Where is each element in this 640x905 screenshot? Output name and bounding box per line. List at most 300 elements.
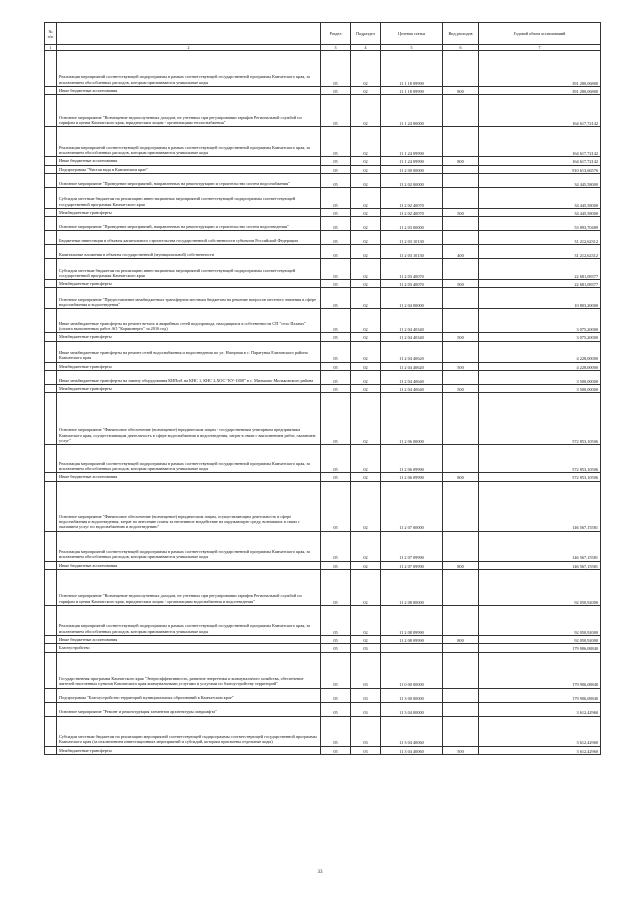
- expense-type-cell: 500: [443, 385, 479, 393]
- expense-type-cell: [443, 481, 479, 531]
- table-row: [45, 208, 601, 216]
- razdel-cell: 05: [321, 393, 351, 445]
- podrazdel-cell: 02: [351, 231, 381, 245]
- name-cell: Иные бюджетные ассигнования: [57, 87, 321, 95]
- target-article-cell: 11 1 24 09990: [381, 157, 443, 165]
- num-cell: [45, 445, 57, 473]
- target-article-cell: 11 2 04 40640: [381, 371, 443, 385]
- num-cell: [45, 702, 57, 716]
- expense-type-cell: [443, 231, 479, 245]
- podrazdel-cell: 03: [351, 716, 381, 746]
- volume-cell: 572 853,10506: [479, 473, 601, 481]
- expense-type-cell: [443, 173, 479, 187]
- header-annual-volume: Годовой объем ассигнований: [479, 23, 601, 45]
- budget-table: [44, 22, 601, 755]
- expense-type-cell: [443, 371, 479, 385]
- razdel-cell: 05: [321, 127, 351, 157]
- expense-type-cell: [443, 288, 479, 309]
- target-article-cell: 11 2 00 00000: [381, 165, 443, 173]
- podrazdel-cell: 02: [351, 165, 381, 173]
- razdel-cell: 05: [321, 473, 351, 481]
- target-article-cell: 11 3 00 00000: [381, 688, 443, 702]
- target-article-cell: 11 2 02 00000: [381, 173, 443, 187]
- razdel-cell: 05: [321, 259, 351, 280]
- name-cell: Основное мероприятие "Финансовое обеспечение (возмещение) юридическим лицам, осуществляющим деятельность в сфере водоснабжения и водоотведения, затрат по внесению платы за негативное воздействие на окружающую среду, возникших в связи с оказанием услуг по водоснабжению и водоотведению": [57, 481, 321, 531]
- table-row: [45, 385, 601, 393]
- target-article-cell: 11 2 08 09990: [381, 605, 443, 635]
- name-cell: Субсидии местным бюджетам на реализацию мероприятий соответствующей подпрограммы соответствующей государственной программы Камчатского края (за исключением инвестиционных мероприятий и субсидий, которым присвоены отдельные коды): [57, 716, 321, 746]
- target-article-cell: 11 2 06 09990: [381, 445, 443, 473]
- table-row: [45, 341, 601, 362]
- num-cell: [45, 245, 57, 259]
- expense-type-cell: 500: [443, 362, 479, 370]
- podrazdel-cell: 03: [351, 652, 381, 688]
- table-row: [45, 644, 601, 652]
- name-cell: Иные бюджетные ассигнования: [57, 157, 321, 165]
- razdel-cell: 05: [321, 445, 351, 473]
- podrazdel-cell: 02: [351, 371, 381, 385]
- expense-type-cell: 400: [443, 245, 479, 259]
- podrazdel-cell: 02: [351, 245, 381, 259]
- podrazdel-cell: 02: [351, 259, 381, 280]
- num-cell: [45, 652, 57, 688]
- table-body: [45, 51, 601, 755]
- name-cell: Основное мероприятие "Предоставление межбюджетных трансфертов местным бюджетам на решение вопросов местного значения в сфере водоснабжения и водоотведения": [57, 288, 321, 309]
- target-article-cell: 11 1 18 09990: [381, 51, 443, 87]
- volume-cell: 4 228,00000: [479, 341, 601, 362]
- razdel-cell: 05: [321, 288, 351, 309]
- expense-type-cell: 500: [443, 208, 479, 216]
- table-row: [45, 127, 601, 157]
- volume-cell: 92 050,92000: [479, 605, 601, 635]
- num-cell: [45, 157, 57, 165]
- name-cell: Подпрограмма "Благоустройство территорий муниципальных образований в Камчатском крае": [57, 688, 321, 702]
- header-target-article: Целевая статья: [381, 23, 443, 45]
- name-cell: Иные бюджетные ассигнования: [57, 635, 321, 643]
- podrazdel-cell: 03: [351, 644, 381, 652]
- num-cell: [45, 688, 57, 702]
- table-row: [45, 393, 601, 445]
- volume-cell: 572 853,10506: [479, 393, 601, 445]
- volume-cell: 164 617,72142: [479, 157, 601, 165]
- table-header-row: [45, 23, 601, 45]
- podrazdel-cell: 03: [351, 746, 381, 754]
- razdel-cell: 05: [321, 173, 351, 187]
- volume-cell: 34 445,58000: [479, 173, 601, 187]
- volume-cell: 92 050,92000: [479, 635, 601, 643]
- target-article-cell: 11 2 07 09990: [381, 561, 443, 569]
- num-cell: [45, 473, 57, 481]
- target-article-cell: 11 2 07 09990: [381, 531, 443, 561]
- podrazdel-cell: 02: [351, 445, 381, 473]
- target-article-cell: 11 2 03 00000: [381, 217, 443, 231]
- num-cell: [45, 341, 57, 362]
- num-cell: [45, 173, 57, 187]
- name-cell: Основное мероприятие "Возмещение недополученных доходов, не учтенных при регулировании тарифов Региональной службой по тарифам и ценам Камчатского края, юридическим лицам - организациям водоснабжения и водоотведения": [57, 569, 321, 605]
- name-cell: Основное мероприятие "Ремонт и реконструкция элементов архитектуры ландшафта": [57, 702, 321, 716]
- target-article-cell: 11 2 04 40340: [381, 333, 443, 341]
- expense-type-cell: 500: [443, 333, 479, 341]
- volume-cell: 146 567,15581: [479, 531, 601, 561]
- podrazdel-cell: 02: [351, 173, 381, 187]
- razdel-cell: 05: [321, 280, 351, 288]
- razdel-cell: 05: [321, 385, 351, 393]
- name-cell: Капитальные вложения в объекты государственной (муниципальной) собственности: [57, 245, 321, 259]
- razdel-cell: 05: [321, 531, 351, 561]
- target-article-cell: 11 1 18 09990: [381, 87, 443, 95]
- table-row: [45, 231, 601, 245]
- podrazdel-cell: 02: [351, 309, 381, 333]
- volume-cell: 22 681,08377: [479, 280, 601, 288]
- expense-type-cell: 800: [443, 561, 479, 569]
- razdel-cell: 05: [321, 51, 351, 87]
- razdel-cell: 05: [321, 569, 351, 605]
- table-row: [45, 481, 601, 531]
- num-cell: [45, 746, 57, 754]
- table-row: [45, 635, 601, 643]
- expense-type-cell: 800: [443, 157, 479, 165]
- expense-type-cell: [443, 127, 479, 157]
- expense-type-cell: [443, 702, 479, 716]
- name-cell: Реализация мероприятий соответствующей подпрограммы в рамках соответствующей государственной программы Камчатского края, за исключением обособленных расходов, которым присваиваются уникальные коды: [57, 531, 321, 561]
- target-article-cell: 11 2 04 00000: [381, 288, 443, 309]
- index-cell: 3: [321, 45, 351, 51]
- name-cell: Основное мероприятие "Финансовое обеспечение (возмещение) юридическим лицам - государственным унитарным предприятиям Камчатского края, осуществляющим деятельность в сфере водоснабжения и водоотведения, затрат в связи с выполнением работ, оказанием услуг": [57, 393, 321, 445]
- name-cell: Субсидии местным бюджетам на реализацию инвестиционных мероприятий соответствующей подпрограммы соответствующей государственной программы Камчатского края: [57, 259, 321, 280]
- target-article-cell: 11 3 04 40060: [381, 746, 443, 754]
- table-row: [45, 652, 601, 688]
- name-cell: Реализация мероприятий соответствующей подпрограммы в рамках соответствующей государственной программы Камчатского края, за исключением обособленных расходов, которым присваиваются уникальные коды: [57, 51, 321, 87]
- razdel-cell: 05: [321, 561, 351, 569]
- target-article-cell: 11 3 04 00000: [381, 702, 443, 716]
- name-cell: Основное мероприятие "Возмещение недополученных доходов, не учтенных при регулировании тарифов Региональной службой по тарифам и ценам Камчатского края, юридическим лицам - организациям теплоснабжения": [57, 95, 321, 127]
- num-cell: [45, 393, 57, 445]
- expense-type-cell: 800: [443, 87, 479, 95]
- razdel-cell: 05: [321, 362, 351, 370]
- razdel-cell: 05: [321, 746, 351, 754]
- name-cell: Межбюджетные трансферты: [57, 280, 321, 288]
- expense-type-cell: [443, 393, 479, 445]
- target-article-cell: 11 2 06 09990: [381, 473, 443, 481]
- table-row: [45, 87, 601, 95]
- num-cell: [45, 635, 57, 643]
- name-cell: Государственная программа Камчатского края "Энергоэффективность, развитие энергетики и коммунального хозяйства, обеспечение жителей населенных пунктов Камчатского края коммунальными услугами и услугами по благоустройству территорий": [57, 652, 321, 688]
- table-row: [45, 288, 601, 309]
- target-article-cell: 11 2 04 40620: [381, 341, 443, 362]
- podrazdel-cell: 02: [351, 561, 381, 569]
- expense-type-cell: [443, 95, 479, 127]
- volume-cell: 92 050,92000: [479, 569, 601, 605]
- volume-cell: 164 617,72142: [479, 95, 601, 127]
- num-cell: [45, 531, 57, 561]
- podrazdel-cell: 02: [351, 187, 381, 208]
- expense-type-cell: [443, 309, 479, 333]
- num-cell: [45, 716, 57, 746]
- table-row: [45, 187, 601, 208]
- volume-cell: 146 567,15581: [479, 561, 601, 569]
- volume-cell: 31 212,62312: [479, 231, 601, 245]
- volume-cell: 3 500,00000: [479, 385, 601, 393]
- header-podrazdel: Подраздел: [351, 23, 381, 45]
- header-name: [57, 23, 321, 45]
- volume-cell: 3 075,20000: [479, 333, 601, 341]
- num-cell: [45, 231, 57, 245]
- name-cell: Иные бюджетные ассигнования: [57, 561, 321, 569]
- expense-type-cell: [443, 652, 479, 688]
- podrazdel-cell: 02: [351, 605, 381, 635]
- podrazdel-cell: 02: [351, 87, 381, 95]
- expense-type-cell: [443, 341, 479, 362]
- table-row: [45, 716, 601, 746]
- num-cell: [45, 569, 57, 605]
- volume-cell: 164 617,72142: [479, 127, 601, 157]
- podrazdel-cell: 02: [351, 95, 381, 127]
- num-cell: [45, 333, 57, 341]
- page-number: 33: [317, 870, 323, 875]
- num-cell: [45, 165, 57, 173]
- razdel-cell: 05: [321, 208, 351, 216]
- target-article-cell: [381, 644, 443, 652]
- volume-cell: 22 681,08377: [479, 259, 601, 280]
- name-cell: Межбюджетные трансферты: [57, 362, 321, 370]
- name-cell: Реализация мероприятий соответствующей подпрограммы в рамках соответствующей государственной программы Камчатского края, за исключением обособленных расходов, которым присваиваются уникальные коды: [57, 445, 321, 473]
- table-row: [45, 165, 601, 173]
- num-cell: [45, 644, 57, 652]
- podrazdel-cell: 02: [351, 393, 381, 445]
- name-cell: Иные межбюджетные трансферты на ремонт сетей водоснабжения и водоотведения по ул. Нагорная в с. Паратунка Елизовского района Камчатского края: [57, 341, 321, 362]
- name-cell: Основное мероприятие "Проведение мероприятий, направленных на реконструкцию и строительство систем водоснабжения": [57, 173, 321, 187]
- target-article-cell: 11 1 24 00000: [381, 95, 443, 127]
- expense-type-cell: [443, 531, 479, 561]
- target-article-cell: 11 2 06 00000: [381, 393, 443, 445]
- name-cell: Межбюджетные трансферты: [57, 208, 321, 216]
- razdel-cell: 05: [321, 95, 351, 127]
- table-row: [45, 561, 601, 569]
- name-cell: Реализация мероприятий соответствующей подпрограммы в рамках соответствующей государственной программы Камчатского края, за исключением обособленных расходов, которым присваиваются уникальные коды: [57, 605, 321, 635]
- name-cell: Межбюджетные трансферты: [57, 385, 321, 393]
- table-row: [45, 259, 601, 280]
- podrazdel-cell: 02: [351, 531, 381, 561]
- table-row: [45, 173, 601, 187]
- name-cell: Субсидии местным бюджетам на реализацию инвестиционных мероприятий соответствующей подпрограммы соответствующей государственной программы Камчатского края: [57, 187, 321, 208]
- target-article-cell: 11 2 04 40620: [381, 362, 443, 370]
- num-cell: [45, 259, 57, 280]
- target-article-cell: 11 2 03 40070: [381, 259, 443, 280]
- podrazdel-cell: 02: [351, 157, 381, 165]
- expense-type-cell: [443, 445, 479, 473]
- index-cell: 2: [57, 45, 321, 51]
- num-cell: [45, 127, 57, 157]
- podrazdel-cell: 02: [351, 217, 381, 231]
- volume-cell: 179 906,08840: [479, 688, 601, 702]
- num-cell: [45, 362, 57, 370]
- target-article-cell: 11 2 08 00000: [381, 569, 443, 605]
- target-article-cell: 11 2 03 40070: [381, 280, 443, 288]
- podrazdel-cell: 02: [351, 569, 381, 605]
- volume-cell: 391 280,06800: [479, 87, 601, 95]
- num-cell: [45, 481, 57, 531]
- podrazdel-cell: 02: [351, 385, 381, 393]
- num-cell: [45, 309, 57, 333]
- table-row: [45, 688, 601, 702]
- volume-cell: 3 500,00000: [479, 371, 601, 385]
- name-cell: Реализация мероприятий соответствующей подпрограммы в рамках соответствующей государственной программы Камчатского края, за исключением обособленных расходов, которым присваиваются уникальные коды: [57, 127, 321, 157]
- expense-type-cell: [443, 187, 479, 208]
- volume-cell: 572 853,10506: [479, 445, 601, 473]
- razdel-cell: 05: [321, 231, 351, 245]
- table-row: [45, 280, 601, 288]
- header-razdel: Раздел: [321, 23, 351, 45]
- volume-cell: 910 613,66576: [479, 165, 601, 173]
- volume-cell: 10 803,20000: [479, 288, 601, 309]
- podrazdel-cell: 02: [351, 127, 381, 157]
- volume-cell: 179 906,08840: [479, 644, 601, 652]
- podrazdel-cell: 02: [351, 280, 381, 288]
- table-row: [45, 445, 601, 473]
- expense-type-cell: 800: [443, 635, 479, 643]
- razdel-cell: 05: [321, 644, 351, 652]
- target-article-cell: 11 2 08 09990: [381, 635, 443, 643]
- razdel-cell: 05: [321, 716, 351, 746]
- target-article-cell: 11 2 04 40640: [381, 385, 443, 393]
- index-cell: 5: [381, 45, 443, 51]
- target-article-cell: 11 3 04 40060: [381, 716, 443, 746]
- podrazdel-cell: 03: [351, 688, 381, 702]
- expense-type-cell: [443, 688, 479, 702]
- razdel-cell: 05: [321, 309, 351, 333]
- razdel-cell: 05: [321, 605, 351, 635]
- razdel-cell: 05: [321, 688, 351, 702]
- table-row: [45, 51, 601, 87]
- num-cell: [45, 217, 57, 231]
- volume-cell: 3 612,42960: [479, 746, 601, 754]
- num-cell: [45, 561, 57, 569]
- razdel-cell: 05: [321, 481, 351, 531]
- header-expense-type: Вид расходов: [443, 23, 479, 45]
- name-cell: Основное мероприятие "Проведение мероприятий, направленных на реконструкцию и строительство систем водоотведения": [57, 217, 321, 231]
- table-row: [45, 309, 601, 333]
- podrazdel-cell: 02: [351, 635, 381, 643]
- table-row: [45, 157, 601, 165]
- num-cell: [45, 187, 57, 208]
- target-article-cell: 11 2 04 40340: [381, 309, 443, 333]
- razdel-cell: 05: [321, 652, 351, 688]
- podrazdel-cell: 02: [351, 208, 381, 216]
- name-cell: Межбюджетные трансферты: [57, 333, 321, 341]
- target-article-cell: 11 2 02 40070: [381, 187, 443, 208]
- volume-cell: 146 567,15581: [479, 481, 601, 531]
- expense-type-cell: 500: [443, 746, 479, 754]
- volume-cell: 53 893,70489: [479, 217, 601, 231]
- index-cell: 6: [443, 45, 479, 51]
- podrazdel-cell: 03: [351, 702, 381, 716]
- name-cell: Иные межбюджетные трансферты на ремонт ветхих и аварийных сетей водопровода, находящихся в собственности СП "село Пахачи" (оплата выполненных работ АО "Корякэнерго" за 2016 год): [57, 309, 321, 333]
- expense-type-cell: [443, 605, 479, 635]
- podrazdel-cell: 02: [351, 51, 381, 87]
- table-row: [45, 605, 601, 635]
- razdel-cell: 05: [321, 165, 351, 173]
- table-row: [45, 531, 601, 561]
- table-row: [45, 702, 601, 716]
- target-article-cell: 11 2 03 10130: [381, 245, 443, 259]
- table-row: [45, 362, 601, 370]
- index-cell: 1: [45, 45, 57, 51]
- razdel-cell: 05: [321, 87, 351, 95]
- num-cell: [45, 87, 57, 95]
- num-cell: [45, 51, 57, 87]
- num-cell: [45, 385, 57, 393]
- volume-cell: 3 612,42960: [479, 702, 601, 716]
- target-article-cell: 11 0 00 00000: [381, 652, 443, 688]
- num-cell: [45, 95, 57, 127]
- table-row: [45, 333, 601, 341]
- name-cell: Иные бюджетные ассигнования: [57, 473, 321, 481]
- name-cell: Бюджетные инвестиции в объекты капитального строительства государственной собственности субъектов Российской Федерации: [57, 231, 321, 245]
- name-cell: Межбюджетные трансферты: [57, 746, 321, 754]
- num-cell: [45, 288, 57, 309]
- podrazdel-cell: 02: [351, 481, 381, 531]
- expense-type-cell: [443, 569, 479, 605]
- podrazdel-cell: 02: [351, 288, 381, 309]
- target-article-cell: 11 2 03 10130: [381, 231, 443, 245]
- table-row: [45, 473, 601, 481]
- index-cell: 7: [479, 45, 601, 51]
- table-row: [45, 217, 601, 231]
- header-num: № п/п: [45, 23, 57, 45]
- index-cell: 4: [351, 45, 381, 51]
- volume-cell: 3 612,42960: [479, 716, 601, 746]
- expense-type-cell: [443, 716, 479, 746]
- target-article-cell: 11 1 24 09990: [381, 127, 443, 157]
- razdel-cell: 05: [321, 371, 351, 385]
- expense-type-cell: [443, 165, 479, 173]
- volume-cell: 31 212,62312: [479, 245, 601, 259]
- expense-type-cell: [443, 217, 479, 231]
- expense-type-cell: 800: [443, 473, 479, 481]
- num-cell: [45, 605, 57, 635]
- table-row: [45, 746, 601, 754]
- expense-type-cell: [443, 51, 479, 87]
- razdel-cell: 05: [321, 635, 351, 643]
- volume-cell: 34 445,58000: [479, 208, 601, 216]
- podrazdel-cell: 02: [351, 362, 381, 370]
- name-cell: Иные межбюджетные трансферты на замену оборудования КИПиА на КНС 1, КНС 2,ХОС "КУ-1800" в с. Мильково Мильковского района: [57, 371, 321, 385]
- podrazdel-cell: 02: [351, 473, 381, 481]
- razdel-cell: 05: [321, 341, 351, 362]
- expense-type-cell: [443, 644, 479, 652]
- volume-cell: 34 445,58000: [479, 187, 601, 208]
- table-row: [45, 569, 601, 605]
- razdel-cell: 05: [321, 187, 351, 208]
- num-cell: [45, 371, 57, 385]
- table-row: [45, 245, 601, 259]
- table-row: [45, 371, 601, 385]
- num-cell: [45, 280, 57, 288]
- target-article-cell: 11 2 02 40070: [381, 208, 443, 216]
- budget-table-sheet: [44, 22, 600, 755]
- name-cell: Подпрограмма "Чистая вода в Камчатском крае": [57, 165, 321, 173]
- name-cell: Благоустройство: [57, 644, 321, 652]
- razdel-cell: 05: [321, 217, 351, 231]
- podrazdel-cell: 02: [351, 333, 381, 341]
- num-cell: [45, 208, 57, 216]
- expense-type-cell: [443, 259, 479, 280]
- razdel-cell: 05: [321, 157, 351, 165]
- volume-cell: 391 280,06800: [479, 51, 601, 87]
- volume-cell: 179 906,08840: [479, 652, 601, 688]
- podrazdel-cell: 02: [351, 341, 381, 362]
- razdel-cell: 05: [321, 333, 351, 341]
